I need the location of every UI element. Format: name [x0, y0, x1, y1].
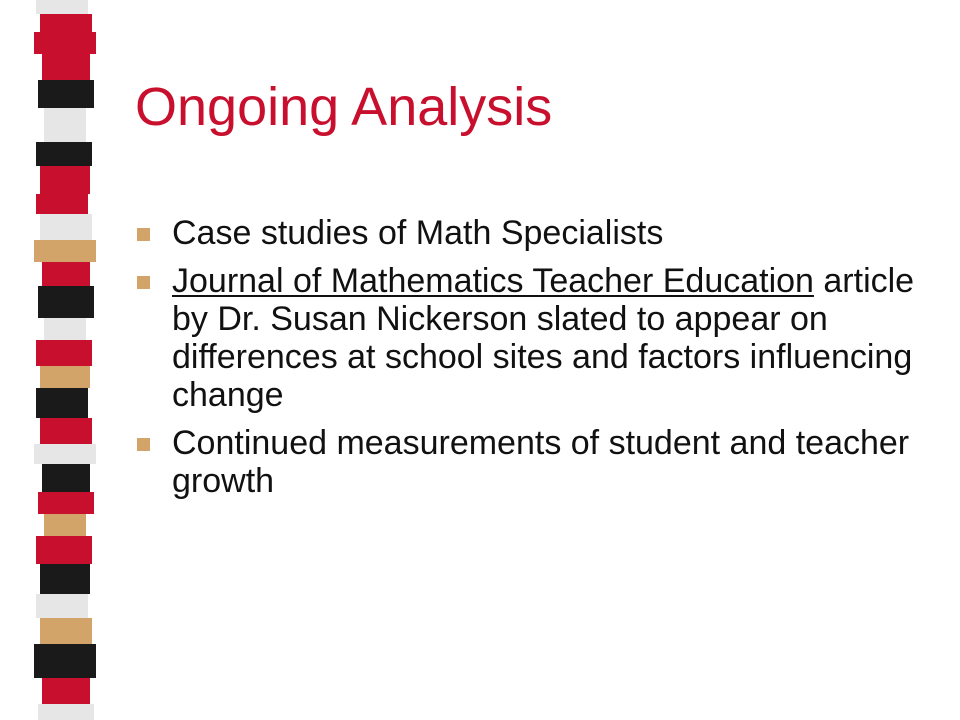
stripe-segment	[34, 32, 96, 54]
stripe-segment	[38, 80, 94, 108]
stripe-segment	[40, 418, 92, 444]
bullet-item-case-studies	[135, 214, 915, 252]
bullet-item-journal-article	[135, 262, 915, 414]
stripe-segment	[38, 286, 94, 318]
bullet-text: article by Dr. Susan Nickerson slated to appear on differences at school sites and factors influencing change	[172, 262, 915, 414]
stripe-segment	[36, 388, 88, 418]
stripe-segment	[40, 214, 92, 240]
stripe-segment	[42, 678, 90, 704]
square-bullet-icon	[137, 228, 150, 241]
stripe-segment	[36, 0, 88, 14]
stripe-segment	[44, 318, 86, 340]
stripe-segment	[38, 704, 94, 720]
journal-title: Journal of Mathematics Teacher Education	[172, 262, 814, 300]
stripe-segment	[42, 464, 90, 492]
striped-band-decoration	[30, 0, 108, 720]
stripe-segment	[36, 594, 88, 618]
stripe-segment	[36, 340, 92, 366]
stripe-segment	[44, 514, 86, 536]
stripe-segment	[34, 240, 96, 262]
stripe-segment	[34, 444, 96, 464]
stripe-segment	[40, 618, 92, 644]
stripe-segment	[36, 536, 92, 564]
stripe-segment	[40, 564, 90, 594]
square-bullet-icon	[137, 276, 150, 289]
square-bullet-icon	[137, 438, 150, 451]
bullet-item-continued-measurements	[135, 424, 915, 500]
stripe-segment	[42, 54, 90, 80]
bullet-text: Case studies of Math Specialists	[172, 214, 664, 252]
stripe-segment	[34, 644, 96, 678]
bullet-text: Continued measurements of student and teacher growth	[172, 424, 910, 500]
stripe-segment	[38, 492, 94, 514]
stripe-segment	[44, 108, 86, 142]
stripe-segment	[40, 166, 90, 194]
stripe-segment	[40, 366, 90, 388]
stripe-segment	[42, 262, 90, 286]
stripe-segment	[36, 194, 88, 214]
stripe-segment	[36, 142, 92, 166]
bullet-list	[135, 214, 915, 510]
stripe-segment	[40, 14, 92, 32]
vertical-striped-band-icon	[30, 0, 108, 720]
slide-title: Ongoing Analysis	[135, 77, 553, 137]
